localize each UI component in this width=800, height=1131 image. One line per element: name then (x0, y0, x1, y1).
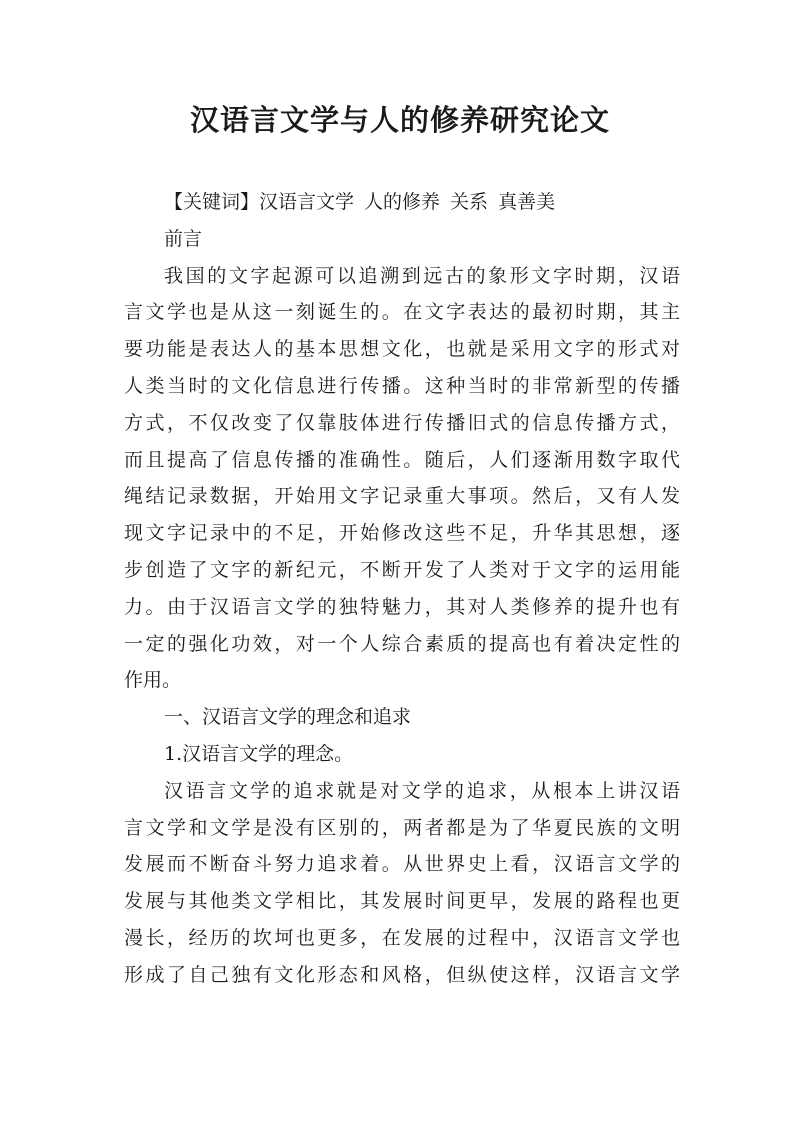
paragraph-line: 力。由于汉语言文学的独特魅力，其对人类修养的提升也有 (124, 595, 680, 618)
keyword: 真善美 (498, 191, 556, 213)
document-body (124, 184, 680, 994)
section-heading: 一、汉语言文学的理念和追求 (164, 706, 412, 729)
paragraph-line: 一定的强化功效，对一个人综合素质的提高也有着决定性的 (124, 632, 680, 655)
paragraph-line: 要功能是表达人的基本思想文化，也就是采用文字的形式对 (124, 338, 680, 361)
paragraph-line: 作用。 (124, 669, 182, 692)
subsection-heading: 1.汉语言文学的理念。 (164, 742, 354, 765)
paragraph-line: 言文学和文学是没有区别的，两者都是为了华夏民族的文明 (124, 816, 680, 839)
paragraph-line: 汉语言文学的追求就是对文学的追求，从根本上讲汉语 (164, 779, 680, 802)
keywords-line (124, 184, 680, 221)
paragraph-line: 发展与其他类文学相比，其发展时间更早，发展的路程也更 (124, 890, 680, 913)
keyword: 人的修养 (364, 191, 441, 213)
paragraph-line: 方式，不仅改变了仅靠肢体进行传播旧式的信息传播方式， (124, 411, 680, 434)
keyword: 关系 (450, 191, 489, 213)
document-title: 汉语言文学与人的修养研究论文 (189, 103, 610, 137)
keywords-label: 【关键词】 (164, 191, 260, 213)
paragraph-line: 绳结记录数据，开始用文字记录重大事项。然后，又有人发 (124, 485, 680, 508)
paragraph-pursuit (124, 773, 680, 994)
paragraph-line: 漫长，经历的坎坷也更多，在发展的过程中，汉语言文学也 (124, 926, 680, 949)
keyword: 汉语言文学 (259, 191, 355, 213)
paragraph-line: 而且提高了信息传播的准确性。随后，人们逐渐用数字取代 (124, 448, 680, 471)
preface-heading: 前言 (164, 227, 203, 250)
paragraph-line: 言文学也是从这一刻诞生的。在文字表达的最初时期，其主 (124, 301, 680, 324)
paragraph-line: 步创造了文字的新纪元，不断开发了人类对于文字的运用能 (124, 558, 680, 581)
paragraph-line: 现文字记录中的不足，开始修改这些不足，升华其思想，逐 (124, 522, 680, 545)
paragraph-line: 发展而不断奋斗努力追求着。从世界史上看，汉语言文学的 (124, 853, 680, 876)
paragraph-line: 形成了自己独有文化形态和风格，但纵使这样，汉语言文学 (124, 963, 680, 986)
paragraph-origin (124, 258, 680, 700)
paragraph-line: 我国的文字起源可以追溯到远古的象形文字时期，汉语 (164, 264, 680, 287)
paragraph-line: 人类当时的文化信息进行传播。这种当时的非常新型的传播 (124, 374, 680, 397)
